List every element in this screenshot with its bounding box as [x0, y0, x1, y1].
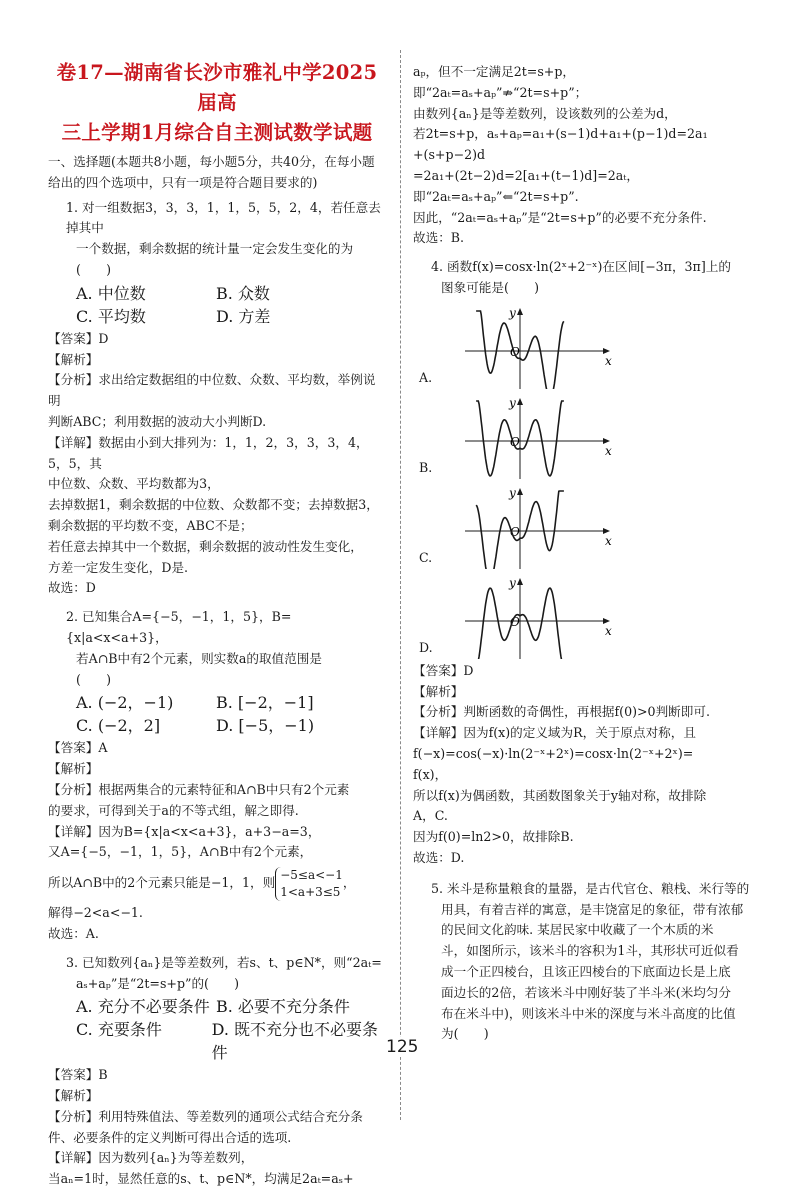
y-axis-arrow [517, 398, 523, 405]
graph-option-label: D. [419, 639, 433, 655]
graph-option-d [413, 569, 753, 659]
page-number: 125 [386, 1037, 419, 1057]
question-4: 4. 函数f(x)=cosx·ln(2ˣ+2⁻ˣ)在区间[−3π，3π]上的 图象可能是( ) A. y x O B. y x O C. y x O D. y x O 【答案】D 【解析】 【分析】判断函数的奇偶性，再根据f(0)>0判断即可. 【详解】因为f(x)的定义域为R，关于原点对称，且 f(−x)=cos(−x)·ln(2⁻ˣ+2ˣ)=cosx·ln(2⁻ˣ+2ˣ)= f(x)， 所以f(x)为偶函数，其函数图象关于y轴对称，故排除 A，C. 因为f(0)=ln2>0，故排除B. 故选：D. [413, 257, 753, 869]
y-axis-label: y [509, 395, 516, 410]
question-2: 2. 已知集合A={−5，−1，1，5}，B={x|a<x<a+3}， 若A∩B中有2个元素，则实数a的取值范围是 ( ) A. (−2，−1) B. [−2，−1] C. (−2，2] D. [−5，−1) 【答案】A 【解析】 【分析】根据两集合的元素特征和A∩B中只有2个元素 的要求，可得到关于a的不等式组，解之即得. 【详解】因为B={x|a<x<a+3}，a+3−a=3， 又A={−5，−1，1，5}，A∩B中有2个元素， 所以A∩B中的2个元素只能是−1，1，则−5≤a<−1 1<a+3≤5， 解得−2<a<−1. 故选：A. [48, 607, 386, 945]
q3-answer: 【答案】B [48, 1067, 108, 1083]
section-heading: 一、选择题(本题共8小题，每小题5分，共40分，在每小题 [48, 154, 375, 169]
x-axis-label: x [605, 533, 612, 548]
x-axis-label: x [605, 623, 612, 638]
graph-option-c [413, 479, 753, 569]
column-divider [400, 50, 401, 1120]
left-column: 卷17—湖南省长沙市雅礼中学2025届高 三上学期1月综合自主测试数学试题 一、选择题(本题共8小题，每小题5分，共40分，在每小题 给出的四个选项中，只有一项是符合题目要求的) 1. 对一组数据3，3，3，1，1，5，5，2，4，若任意去掉其中 一个数据，剩余数据的统计量一定会发生变化的为 ( ) A. 中位数 B. 众数 C. 平均数 D. 方差 【答案】D 【解析】 【分析】求出给定数据组的中位数、众数、平均数，举例说明 判断ABC；利用数据的波动大小判断D. 【详解】数据由小到大排列为：1，1，2，3，3，3，4，5，5，其 中位数、众数、平均数都为3， 去掉数据1，剩余数据的中位数、众数都不变；去掉数据3， 剩余数据的平均数不变，ABC不是； 若任意去掉其中一个数据，剩余数据的波动性发生变化， 方差一定发生变化，D是. 故选：D 2. 已知集合A={−5，−1，1，5}，B={x|a<x<a+3}， 若A∩B中有2个元素，则实数a的取值范围是 ( ) A. (−2，−1) B. [−2，−1] C. (−2，2] D. [−5，−1) 【答案】A 【解析】 【分析】根据两集合的元素特征和A∩B中只有2个元素 的要求，可得到关于a的不等式组，解之即得. 【详解】因为B={x|a<x<a+3}，a+3−a=3， 又A={−5，−1，1，5}，A∩B中有2个元素， 所以A∩B中的2个元素只能是−1，1，则−5≤a<−1 1<a+3≤5， 解得−2<a<−1. 故选：A. 3. 已知数列{aₙ}是等差数列，若s、t、p∈N*，则“2aₜ= aₛ+aₚ”是“2t=s+p”的( ) A. 充分不必要条件 B. 必要不充分条件 C. 充要条件 D. 既不充分也不必要条件 【答案】B 【解析】 【分析】利用特殊值法、等差数列的通项公式结合充分条 件、必要条件的定义判断可得出合适的选项. 【详解】因为数列{aₙ}为等差数列， 当aₙ=1时，显然任意的s、t、p∈N*，均满足2aₜ=aₛ+ [48, 58, 386, 1190]
y-axis-arrow [517, 308, 523, 315]
origin-label: O [510, 434, 520, 449]
right-column: aₚ，但不一定满足2t=s+p， 即“2aₜ=aₛ+aₚ”⇏“2t=s+p”； 由数列{aₙ}是等差数列，设该数列的公差为d， 若2t=s+p，aₛ+aₚ=a₁+(s−1)d+a₁+(p−1)d=2a₁ +(s+p−2)d =2a₁+(2t−2)d=2[a₁+(t−1)d]=2aₜ， 即“2aₜ=aₛ+aₚ”⇐“2t=s+p”. 因此，“2aₜ=aₛ+aₚ”是“2t=s+p”的必要不充分条件. 故选：B. 4. 函数f(x)=cosx·ln(2ˣ+2⁻ˣ)在区间[−3π，3π]上的 图象可能是( ) A. y x O B. y x O C. y x O D. y x O 【答案】D 【解析】 【分析】判断函数的奇偶性，再根据f(0)>0判断即可. 【详解】因为f(x)的定义域为R，关于原点对称，且 f(−x)=cos(−x)·ln(2⁻ˣ+2ˣ)=cosx·ln(2⁻ˣ+2ˣ)= f(x)， 所以f(x)为偶函数，其函数图象关于y轴对称，故排除 A，C. 因为f(0)=ln2>0，故排除B. 故选：D. 5. 米斗是称量粮食的量器，是古代官仓、粮栈、米行等的 用具，有着吉祥的寓意，是丰饶富足的象征，带有浓郁 的民间文化韵味. 某居民家中收藏了一个木质的米 斗，如图所示，该米斗的容积为1斗，其形状可近似看 成一个正四棱台，且该正四棱台的下底面边长是上底 面边长的2倍，若该米斗中刚好装了半斗米(米均匀分 布在米斗中)，则该米斗中米的深度与米斗高度的比值 为( ) [413, 62, 753, 1045]
function-graph [465, 573, 615, 659]
question-5: 5. 米斗是称量粮食的量器，是古代官仓、粮栈、米行等的 用具，有着吉祥的寓意，是丰饶富足的象征，带有浓郁 的民间文化韵味. 某居民家中收藏了一个木质的米 斗，如图所示，该米斗的容积为1斗，其形状可近似看 成一个正四棱台，且该正四棱台的下底面边长是上底 面边长的2倍，若该米斗中刚好装了半斗米(米均匀分 布在米斗中)，则该米斗中米的深度与米斗高度的比值 为( ) [431, 880, 750, 1042]
graph-option-label: B. [419, 459, 433, 475]
y-axis-label: y [509, 485, 516, 500]
q1-options: A. 中位数 B. 众数 [76, 283, 270, 303]
origin-label: O [510, 524, 520, 539]
graph-option-label: C. [419, 549, 433, 565]
q4-graph-options [413, 299, 753, 659]
y-axis-label: y [509, 575, 516, 590]
graph-option-label: A. [419, 369, 433, 385]
x-axis-label: x [605, 353, 612, 368]
q4-answer: 【答案】D [413, 662, 474, 678]
function-graph [465, 393, 615, 479]
function-graph [465, 483, 615, 569]
origin-label: O [510, 614, 520, 629]
exam-title: 卷17—湖南省长沙市雅礼中学2025届高 三上学期1月综合自主测试数学试题 [56, 61, 378, 144]
y-axis-arrow [517, 578, 523, 585]
function-graph [465, 303, 615, 389]
y-axis-label: y [509, 305, 516, 320]
x-axis-label: x [605, 443, 612, 458]
q2-answer: 【答案】A [48, 740, 108, 756]
graph-option-b [413, 389, 753, 479]
question-3: 3. 已知数列{aₙ}是等差数列，若s、t、p∈N*，则“2aₜ= aₛ+aₚ”是“2t=s+p”的( ) A. 充分不必要条件 B. 必要不充分条件 C. 充要条件 D. 既不充分也不必要条件 【答案】B 【解析】 【分析】利用特殊值法、等差数列的通项公式结合充分条 件、必要条件的定义判断可得出合适的选项. 【详解】因为数列{aₙ}为等差数列， 当aₙ=1时，显然任意的s、t、p∈N*，均满足2aₜ=aₛ+ [48, 953, 386, 1190]
q1-answer: 【答案】D [48, 330, 109, 346]
origin-label: O [510, 344, 520, 359]
graph-option-a [413, 299, 753, 389]
question-1: 1. 对一组数据3，3，3，1，1，5，5，2，4，若任意去掉其中 一个数据，剩余数据的统计量一定会发生变化的为 ( ) A. 中位数 B. 众数 C. 平均数 D. 方差 【答案】D 【解析】 【分析】求出给定数据组的中位数、众数、平均数，举例说明 判断ABC；利用数据的波动大小判断D. 【详解】数据由小到大排列为：1，1，2，3，3，3，4，5，5，其 中位数、众数、平均数都为3， 去掉数据1，剩余数据的中位数、众数都不变；去掉数据3， 剩余数据的平均数不变，ABC不是； 若任意去掉其中一个数据，剩余数据的波动性发生变化， 方差一定发生变化，D是. 故选：D [48, 198, 386, 600]
y-axis-arrow [517, 488, 523, 495]
inequality-system: −5≤a<−1 1<a+3≤5 [275, 867, 343, 901]
